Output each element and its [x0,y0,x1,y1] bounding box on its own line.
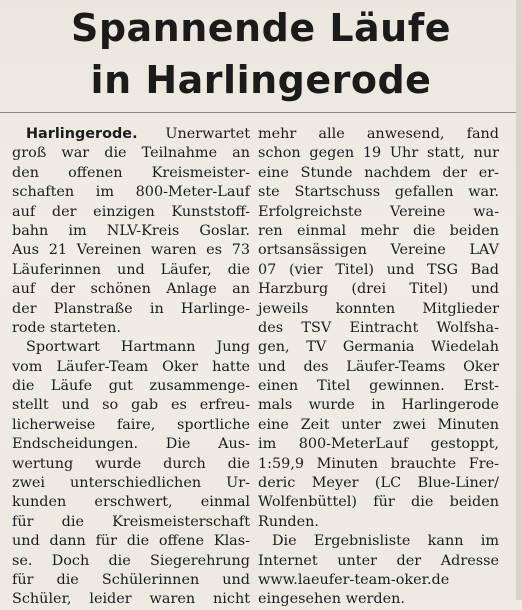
article-line: auf der einzigen Kunststoff- [12,203,250,220]
article-line: Schüler, leider waren nicht [12,591,250,608]
article-line: ste Startschuss gefallen war. [258,184,499,201]
article-line: schaften im 800-Meter-Lauf [12,184,250,201]
article-line: www.laeufer-team-oker.de [258,571,450,588]
article-line: se. Doch die Siegerehrung [12,552,250,569]
headline-line-2: in Harlingerode [90,58,432,102]
article-line: licherweise faire, sportliche [12,416,250,433]
dateline: Harlingerode. [26,126,138,142]
article-line: Aus 21 Vereinen waren es 73 [12,242,250,259]
article-line: schon gegen 19 Uhr statt, nur [258,145,499,162]
article-line: groß war die Teilnahme an [12,145,250,162]
article-line: einen Titel gewinnen. Erst- [258,378,499,395]
article-line: ren einmal mehr die beiden [258,222,499,239]
article-line: auf der schönen Anlage an [12,281,250,298]
article-line: Internet unter der Adresse [258,552,499,569]
article-line: Läuferinnen und Läufer, die [12,261,250,278]
headline-line-1: Spannende Läufe [70,6,452,50]
article-line: rode starteten. [12,319,121,336]
article-line: Harzburg (drei Titel) und [258,281,499,298]
article-line: wertung wurde durch die [12,455,250,472]
article-column-left [12,125,250,610]
article-line: Runden. [258,513,319,530]
scan-edge [516,0,522,600]
article-line: mals wurde in Harlingerode [258,397,499,414]
article-line: und des Läufer-Teams Oker [258,358,499,375]
article-line: und dann für die offene Klas- [12,533,250,550]
article-line: vom Läufer-Team Oker hatte [12,358,250,375]
article-line: des TSV Eintracht Wolfsha- [258,319,499,336]
article-column-right [258,125,499,610]
article-line: die Läufe gut zusammenge- [12,378,250,395]
article-line: gen, TV Germania Wiedelah [258,339,499,356]
article-line: für die Kreismeisterschaft [12,513,250,530]
article-line: eingesehen werden. [258,591,405,608]
article-line: 1:59,9 Minuten brauchte Fre- [258,455,499,472]
article-line: stellt und so gab es erfreu- [12,397,250,414]
article-line: Endscheidungen. Die Aus- [12,436,250,453]
article-line: zwei unterschiedlichen Ur- [12,475,250,492]
headline-divider [0,112,522,113]
article-line: eine Stunde nachdem der er- [258,164,499,181]
article-line: der Planstraße in Harlinge- [12,300,250,317]
article-line: Sportwart Hartmann Jung [26,339,250,356]
headline [0,2,522,106]
article-line: für die Schülerinnen und [12,571,250,588]
article-line: 07 (vier Titel) und TSG Bad [258,261,499,278]
article-line: jeweils konnten Mitglieder [258,300,499,317]
article-line: bahn im NLV-Kreis Goslar. [12,222,250,239]
article-line: im 800-MeterLauf gestoppt, [258,436,499,453]
article-line: Die Ergebnisliste kann im [272,533,499,550]
article-line: deric Meyer (LC Blue-Liner/ [258,475,499,492]
article-line: Erfolgreichste Vereine wa- [258,203,499,220]
article-line: mehr alle anwesend, fand [258,126,499,142]
article-line: Harlingerode. Unerwartet [26,126,250,142]
article-line: kunden erschwert, einmal [12,494,250,511]
article-line: ortsansässigen Vereine LAV [258,242,499,259]
article-line: eine Zeit unter zwei Minuten [258,416,499,433]
article-line: den offenen Kreismeister- [12,164,250,181]
article-line: Wolfenbüttel) für die beiden [258,494,499,511]
